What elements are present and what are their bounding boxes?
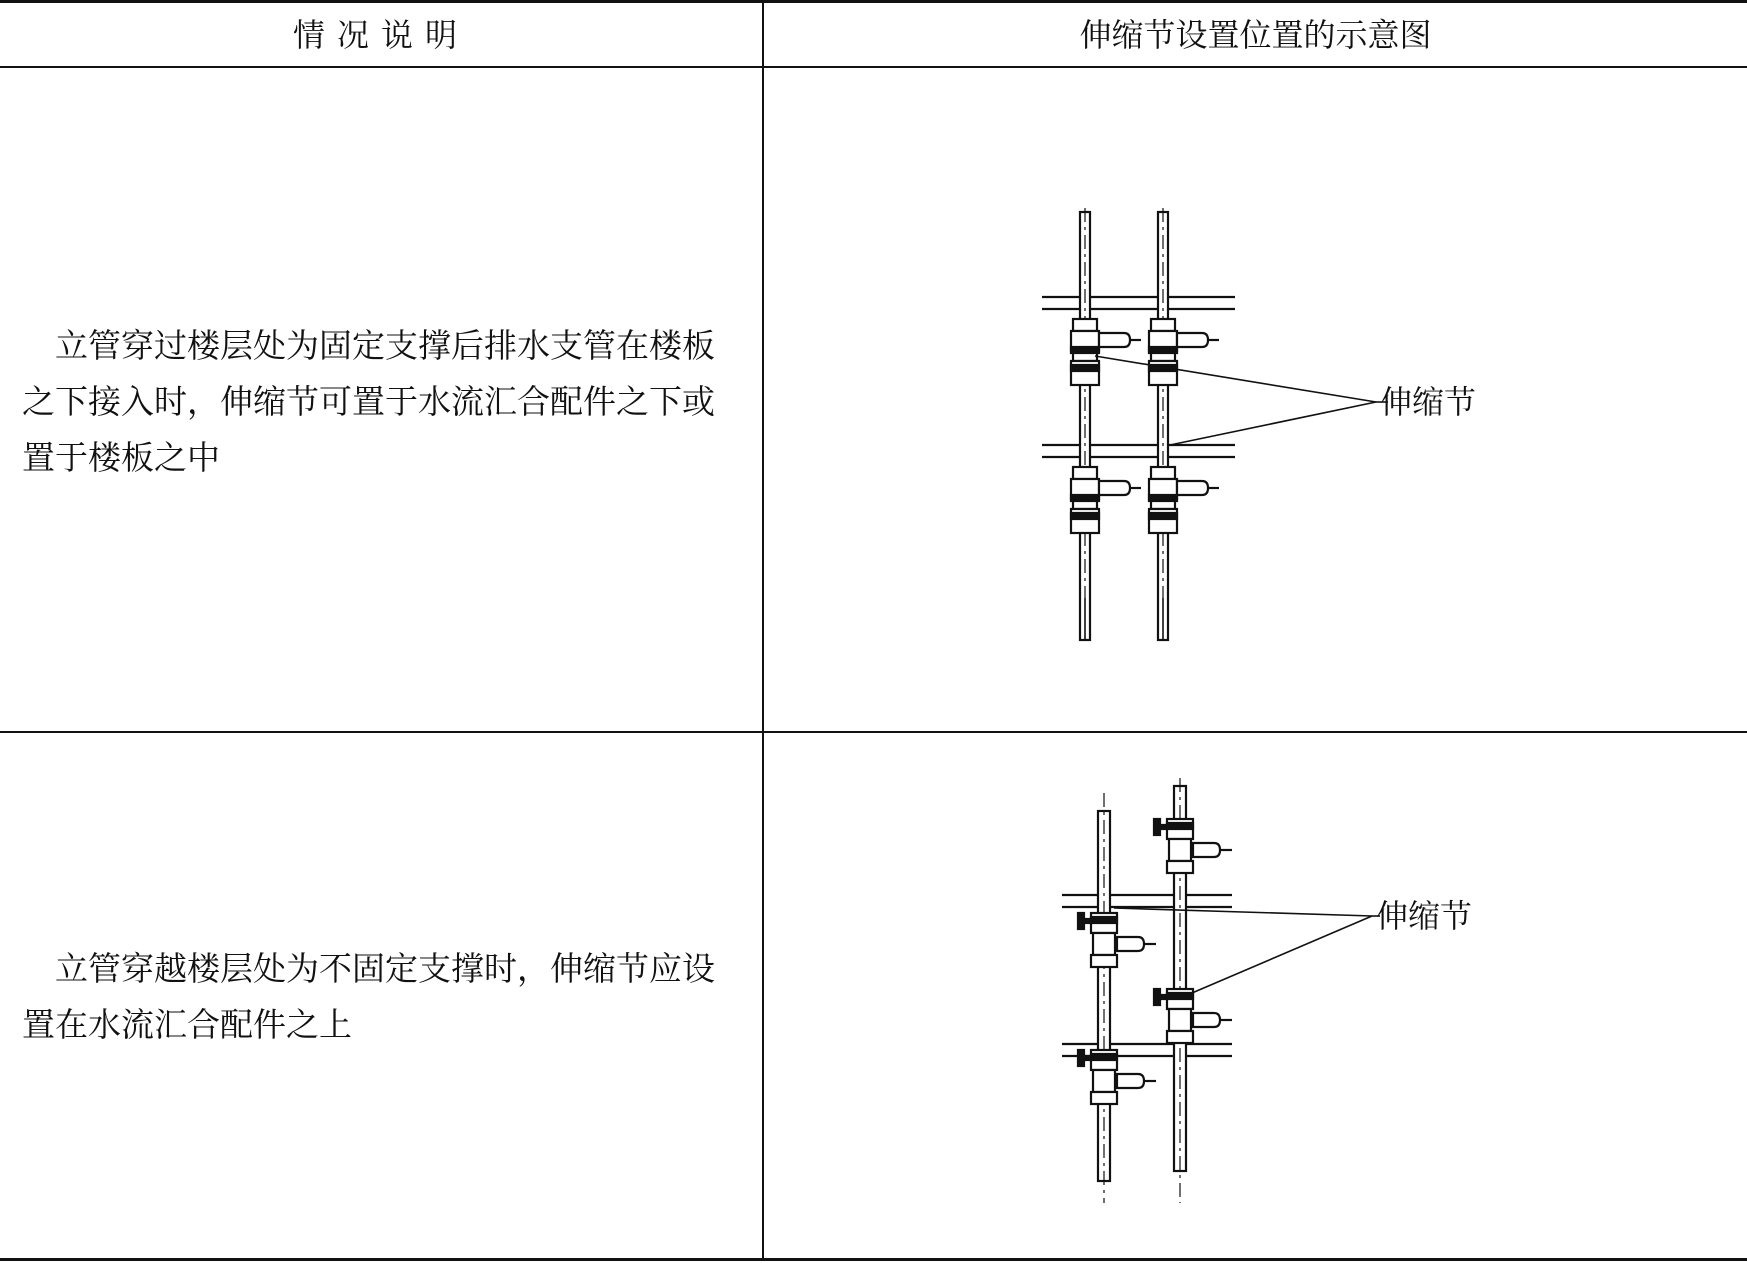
row2-leader-lines: [1114, 908, 1380, 993]
row2-description-text: 立管穿越楼层处为不固定支撑时，伸缩节应设置在水流汇合配件之上: [22, 949, 715, 1044]
row1-diagram: [764, 68, 1747, 728]
row2-description: [22, 941, 747, 1053]
header-situation: 情况说明: [292, 16, 469, 54]
row1-description: [22, 318, 747, 486]
row1-expansion-joint-label: 伸缩节: [1380, 383, 1477, 421]
header-diagram: 伸缩节设置位置的示意图: [1079, 16, 1432, 54]
row2-diagram: [764, 733, 1747, 1258]
row1-description-text: 立管穿过楼层处为固定支撑后排水支管在楼板之下接入时，伸缩节可置于水流汇合配件之下或置于楼板之中: [22, 326, 715, 477]
row1-riser-left: [1071, 208, 1141, 640]
row1-riser-right: [1149, 208, 1219, 640]
table-bottom-rule: [0, 1258, 1747, 1261]
row1-leader-lines: [1095, 356, 1388, 445]
row2-riser-right: [1154, 778, 1232, 1203]
row2-expansion-joint-label: 伸缩节: [1376, 897, 1473, 935]
row2-riser-left: [1078, 793, 1156, 1203]
